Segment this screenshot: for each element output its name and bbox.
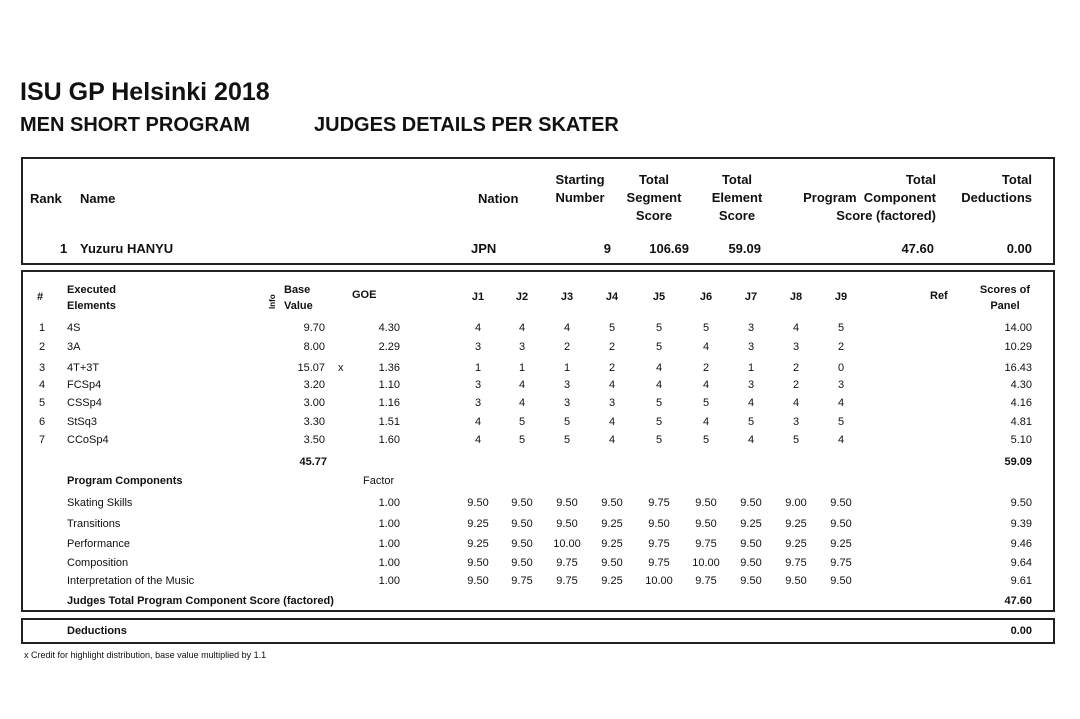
component-judge-score: 9.50	[601, 557, 623, 569]
element-judge-score: 4	[655, 362, 663, 374]
component-judge-score: 10.00	[553, 538, 581, 550]
judge-header-3: J3	[560, 291, 574, 303]
element-judge-score: 3	[563, 379, 571, 391]
skater-total-deductions: 0.00	[1006, 241, 1032, 256]
element-judge-score: 5	[747, 416, 755, 428]
component-judge-score: 9.50	[511, 497, 533, 509]
component-judge-score: 9.50	[511, 518, 533, 530]
element-base-value: 8.00	[303, 341, 325, 353]
goe-header: GOE	[352, 289, 377, 301]
element-panel-score: 4.81	[1010, 416, 1032, 428]
judge-header-9: J9	[834, 291, 848, 303]
report-title: JUDGES DETAILS PER SKATER	[314, 114, 619, 136]
components-total: 47.60	[1004, 595, 1032, 607]
ref-header: Ref	[930, 290, 948, 302]
element-judge-score: 2	[608, 362, 616, 374]
component-judge-score: 9.50	[511, 557, 533, 569]
total-deductions-header: Total Deductions	[961, 172, 1032, 205]
element-judge-score: 2	[837, 341, 845, 353]
element-judge-score: 4	[474, 416, 482, 428]
component-judge-score: 9.50	[740, 557, 762, 569]
component-panel-score: 9.46	[1010, 538, 1032, 550]
element-judge-score: 3	[474, 397, 482, 409]
element-credit-mark: x	[338, 362, 344, 374]
element-judge-score: 5	[655, 322, 663, 334]
element-panel-score: 14.00	[1004, 322, 1032, 334]
element-number: 1	[39, 322, 46, 334]
component-judge-score: 9.00	[785, 497, 807, 509]
component-judge-score: 9.50	[830, 575, 852, 587]
component-judge-score: 9.25	[785, 518, 807, 530]
judge-header-5: J5	[652, 291, 666, 303]
base-value-header: Base Value	[284, 284, 313, 312]
element-judge-score: 3	[563, 397, 571, 409]
element-judge-score: 4	[702, 341, 710, 353]
element-name: CCoSp4	[67, 434, 109, 446]
rank-header: Rank	[30, 191, 62, 206]
element-judge-score: 4	[655, 379, 663, 391]
judge-header-1: J1	[471, 291, 485, 303]
element-judge-score: 4	[608, 434, 616, 446]
element-judge-score: 3	[747, 379, 755, 391]
element-number: 2	[39, 341, 46, 353]
element-judge-score: 4	[747, 397, 755, 409]
element-judge-score: 4	[702, 416, 710, 428]
element-judge-score: 5	[792, 434, 800, 446]
element-goe: 1.60	[378, 434, 400, 446]
element-number: 6	[39, 416, 46, 428]
element-name: FCSp4	[67, 379, 102, 391]
element-number: 5	[39, 397, 46, 409]
skater-total-segment-score: 106.69	[649, 241, 689, 256]
component-judge-score: 9.75	[785, 557, 807, 569]
component-judge-score: 9.50	[648, 518, 670, 530]
element-base-value: 15.07	[297, 362, 325, 374]
component-judge-score: 9.75	[511, 575, 533, 587]
element-judge-score: 1	[747, 362, 755, 374]
component-judge-score: 9.50	[785, 575, 807, 587]
deductions-box	[21, 618, 1055, 644]
component-judge-score: 9.50	[467, 497, 489, 509]
skater-name: Yuzuru HANYU	[80, 241, 174, 256]
component-judge-score: 10.00	[692, 557, 720, 569]
component-judge-score: 9.75	[695, 575, 717, 587]
element-base-value: 3.30	[303, 416, 325, 428]
element-judge-score: 0	[837, 362, 845, 374]
component-name: Skating Skills	[67, 497, 133, 509]
skater-total-pcs: 47.60	[901, 241, 934, 256]
element-judge-score: 4	[474, 322, 482, 334]
name-header: Name	[80, 191, 116, 206]
component-judge-score: 9.75	[556, 575, 578, 587]
component-name: Interpretation of the Music	[67, 575, 195, 587]
element-goe: 1.16	[378, 397, 400, 409]
component-judge-score: 9.50	[556, 497, 578, 509]
element-judge-score: 4	[518, 397, 526, 409]
element-panel-score: 5.10	[1010, 434, 1032, 446]
element-judge-score: 5	[608, 322, 616, 334]
component-judge-score: 9.75	[648, 538, 670, 550]
element-judge-score: 4	[792, 322, 800, 334]
component-judge-score: 9.50	[740, 497, 762, 509]
component-judge-score: 9.50	[740, 538, 762, 550]
factor-label: Factor	[363, 475, 395, 487]
judge-header-7: J7	[744, 291, 758, 303]
element-judge-score: 5	[702, 322, 710, 334]
element-judge-score: 4	[702, 379, 710, 391]
judge-header-4: J4	[605, 291, 619, 303]
program-components-label: Program Components	[67, 475, 183, 487]
component-judge-score: 9.50	[830, 497, 852, 509]
component-judge-score: 9.25	[467, 538, 489, 550]
element-judge-score: 5	[702, 434, 710, 446]
element-judge-score: 4	[792, 397, 800, 409]
starting-number-header: Starting Number	[555, 172, 605, 205]
element-judge-score: 5	[518, 416, 526, 428]
component-factor: 1.00	[378, 557, 400, 569]
component-judge-score: 9.50	[556, 518, 578, 530]
skater-starting-number: 9	[603, 241, 611, 256]
total-segment-score-header: Total Segment Score	[626, 172, 682, 223]
deductions-label: Deductions	[67, 625, 127, 637]
element-judge-score: 3	[474, 341, 482, 353]
component-judge-score: 9.50	[740, 575, 762, 587]
element-panel-score: 4.16	[1010, 397, 1032, 409]
elements-total-base: 45.77	[299, 456, 327, 468]
element-judge-score: 5	[518, 434, 526, 446]
total-element-score-header: Total Element Score	[711, 172, 763, 223]
element-judge-score: 5	[655, 434, 663, 446]
component-judge-score: 10.00	[645, 575, 673, 587]
element-judge-score: 3	[608, 397, 616, 409]
element-goe: 2.29	[378, 341, 400, 353]
component-judge-score: 9.75	[830, 557, 852, 569]
component-judge-score: 9.25	[601, 518, 623, 530]
element-base-value: 3.50	[303, 434, 325, 446]
component-judge-score: 9.50	[511, 538, 533, 550]
executed-elements-header: Executed Elements	[67, 284, 116, 312]
element-panel-score: 4.30	[1010, 379, 1032, 391]
info-header: Info	[268, 294, 277, 309]
element-judge-score: 3	[792, 416, 800, 428]
component-judge-score: 9.75	[648, 557, 670, 569]
element-judge-score: 5	[837, 416, 845, 428]
element-judge-score: 2	[702, 362, 710, 374]
event-title: ISU GP Helsinki 2018	[20, 78, 270, 106]
element-judge-score: 4	[837, 397, 845, 409]
element-judge-score: 5	[655, 416, 663, 428]
element-judge-score: 1	[474, 362, 482, 374]
component-name: Performance	[67, 538, 130, 550]
element-panel-score: 16.43	[1004, 362, 1032, 374]
skater-nation: JPN	[471, 241, 497, 256]
element-judge-score: 3	[474, 379, 482, 391]
component-factor: 1.00	[378, 538, 400, 550]
element-number: 3	[39, 362, 46, 374]
component-name: Transitions	[67, 518, 121, 530]
num-header: #	[37, 291, 44, 303]
element-judge-score: 2	[792, 379, 800, 391]
element-judge-score: 4	[837, 434, 845, 446]
element-judge-score: 3	[792, 341, 800, 353]
footnote: x Credit for highlight distribution, base value multiplied by 1.1	[24, 650, 267, 660]
element-base-value: 9.70	[303, 322, 325, 334]
element-panel-score: 10.29	[1004, 341, 1032, 353]
element-judge-score: 5	[563, 434, 571, 446]
total-pcs-header: Total Program Component Score (factored)	[803, 172, 936, 223]
component-judge-score: 9.25	[785, 538, 807, 550]
element-judge-score: 5	[655, 341, 663, 353]
element-judge-score: 3	[747, 322, 755, 334]
element-base-value: 3.20	[303, 379, 325, 391]
component-panel-score: 9.39	[1010, 518, 1032, 530]
element-judge-score: 2	[608, 341, 616, 353]
component-judge-score: 9.50	[467, 575, 489, 587]
element-judge-score: 4	[518, 322, 526, 334]
segment-title: MEN SHORT PROGRAM	[20, 114, 250, 136]
elements-total-score: 59.09	[1004, 456, 1032, 468]
element-base-value: 3.00	[303, 397, 325, 409]
element-judge-score: 2	[792, 362, 800, 374]
element-judge-score: 2	[563, 341, 571, 353]
element-name: StSq3	[67, 416, 97, 428]
details-box	[21, 270, 1055, 612]
component-judge-score: 9.25	[467, 518, 489, 530]
judge-header-6: J6	[699, 291, 713, 303]
component-judge-score: 9.50	[695, 518, 717, 530]
component-factor: 1.00	[378, 497, 400, 509]
element-name: 3A	[67, 341, 81, 353]
element-judge-score: 3	[518, 341, 526, 353]
component-panel-score: 9.50	[1010, 497, 1032, 509]
element-goe: 1.10	[378, 379, 400, 391]
component-panel-score: 9.64	[1010, 557, 1032, 569]
component-judge-score: 9.75	[556, 557, 578, 569]
judge-header-2: J2	[515, 291, 529, 303]
element-judge-score: 4	[474, 434, 482, 446]
element-judge-score: 1	[518, 362, 526, 374]
element-judge-score: 3	[837, 379, 845, 391]
component-judge-score: 9.25	[740, 518, 762, 530]
component-factor: 1.00	[378, 518, 400, 530]
element-name: CSSp4	[67, 397, 102, 409]
element-judge-score: 4	[747, 434, 755, 446]
element-goe: 1.51	[378, 416, 400, 428]
element-name: 4T+3T	[67, 362, 100, 374]
scores-of-panel-header: Scores of Panel	[979, 284, 1031, 312]
component-judge-score: 9.50	[467, 557, 489, 569]
element-judge-score: 5	[563, 416, 571, 428]
element-judge-score: 4	[608, 379, 616, 391]
component-name: Composition	[67, 557, 129, 569]
component-judge-score: 9.25	[830, 538, 852, 550]
components-total-label: Judges Total Program Component Score (factored)	[67, 595, 334, 607]
element-goe: 4.30	[378, 322, 400, 334]
element-name: 4S	[67, 322, 81, 334]
element-judge-score: 5	[837, 322, 845, 334]
element-judge-score: 5	[655, 397, 663, 409]
component-judge-score: 9.50	[830, 518, 852, 530]
element-judge-score: 1	[563, 362, 571, 374]
element-judge-score: 3	[747, 341, 755, 353]
component-judge-score: 9.75	[648, 497, 670, 509]
component-judge-score: 9.25	[601, 538, 623, 550]
element-judge-score: 4	[518, 379, 526, 391]
element-goe: 1.36	[378, 362, 400, 374]
skater-rank: 1	[60, 241, 68, 256]
element-judge-score: 4	[608, 416, 616, 428]
nation-header: Nation	[478, 191, 519, 206]
element-number: 4	[39, 379, 46, 391]
skater-total-element-score: 59.09	[728, 241, 761, 256]
component-panel-score: 9.61	[1010, 575, 1032, 587]
element-judge-score: 4	[563, 322, 571, 334]
deductions-value: 0.00	[1010, 625, 1032, 637]
element-number: 7	[39, 434, 46, 446]
component-judge-score: 9.50	[695, 497, 717, 509]
judge-header-8: J8	[789, 291, 803, 303]
element-judge-score: 5	[702, 397, 710, 409]
component-factor: 1.00	[378, 575, 400, 587]
component-judge-score: 9.25	[601, 575, 623, 587]
component-judge-score: 9.50	[601, 497, 623, 509]
component-judge-score: 9.75	[695, 538, 717, 550]
